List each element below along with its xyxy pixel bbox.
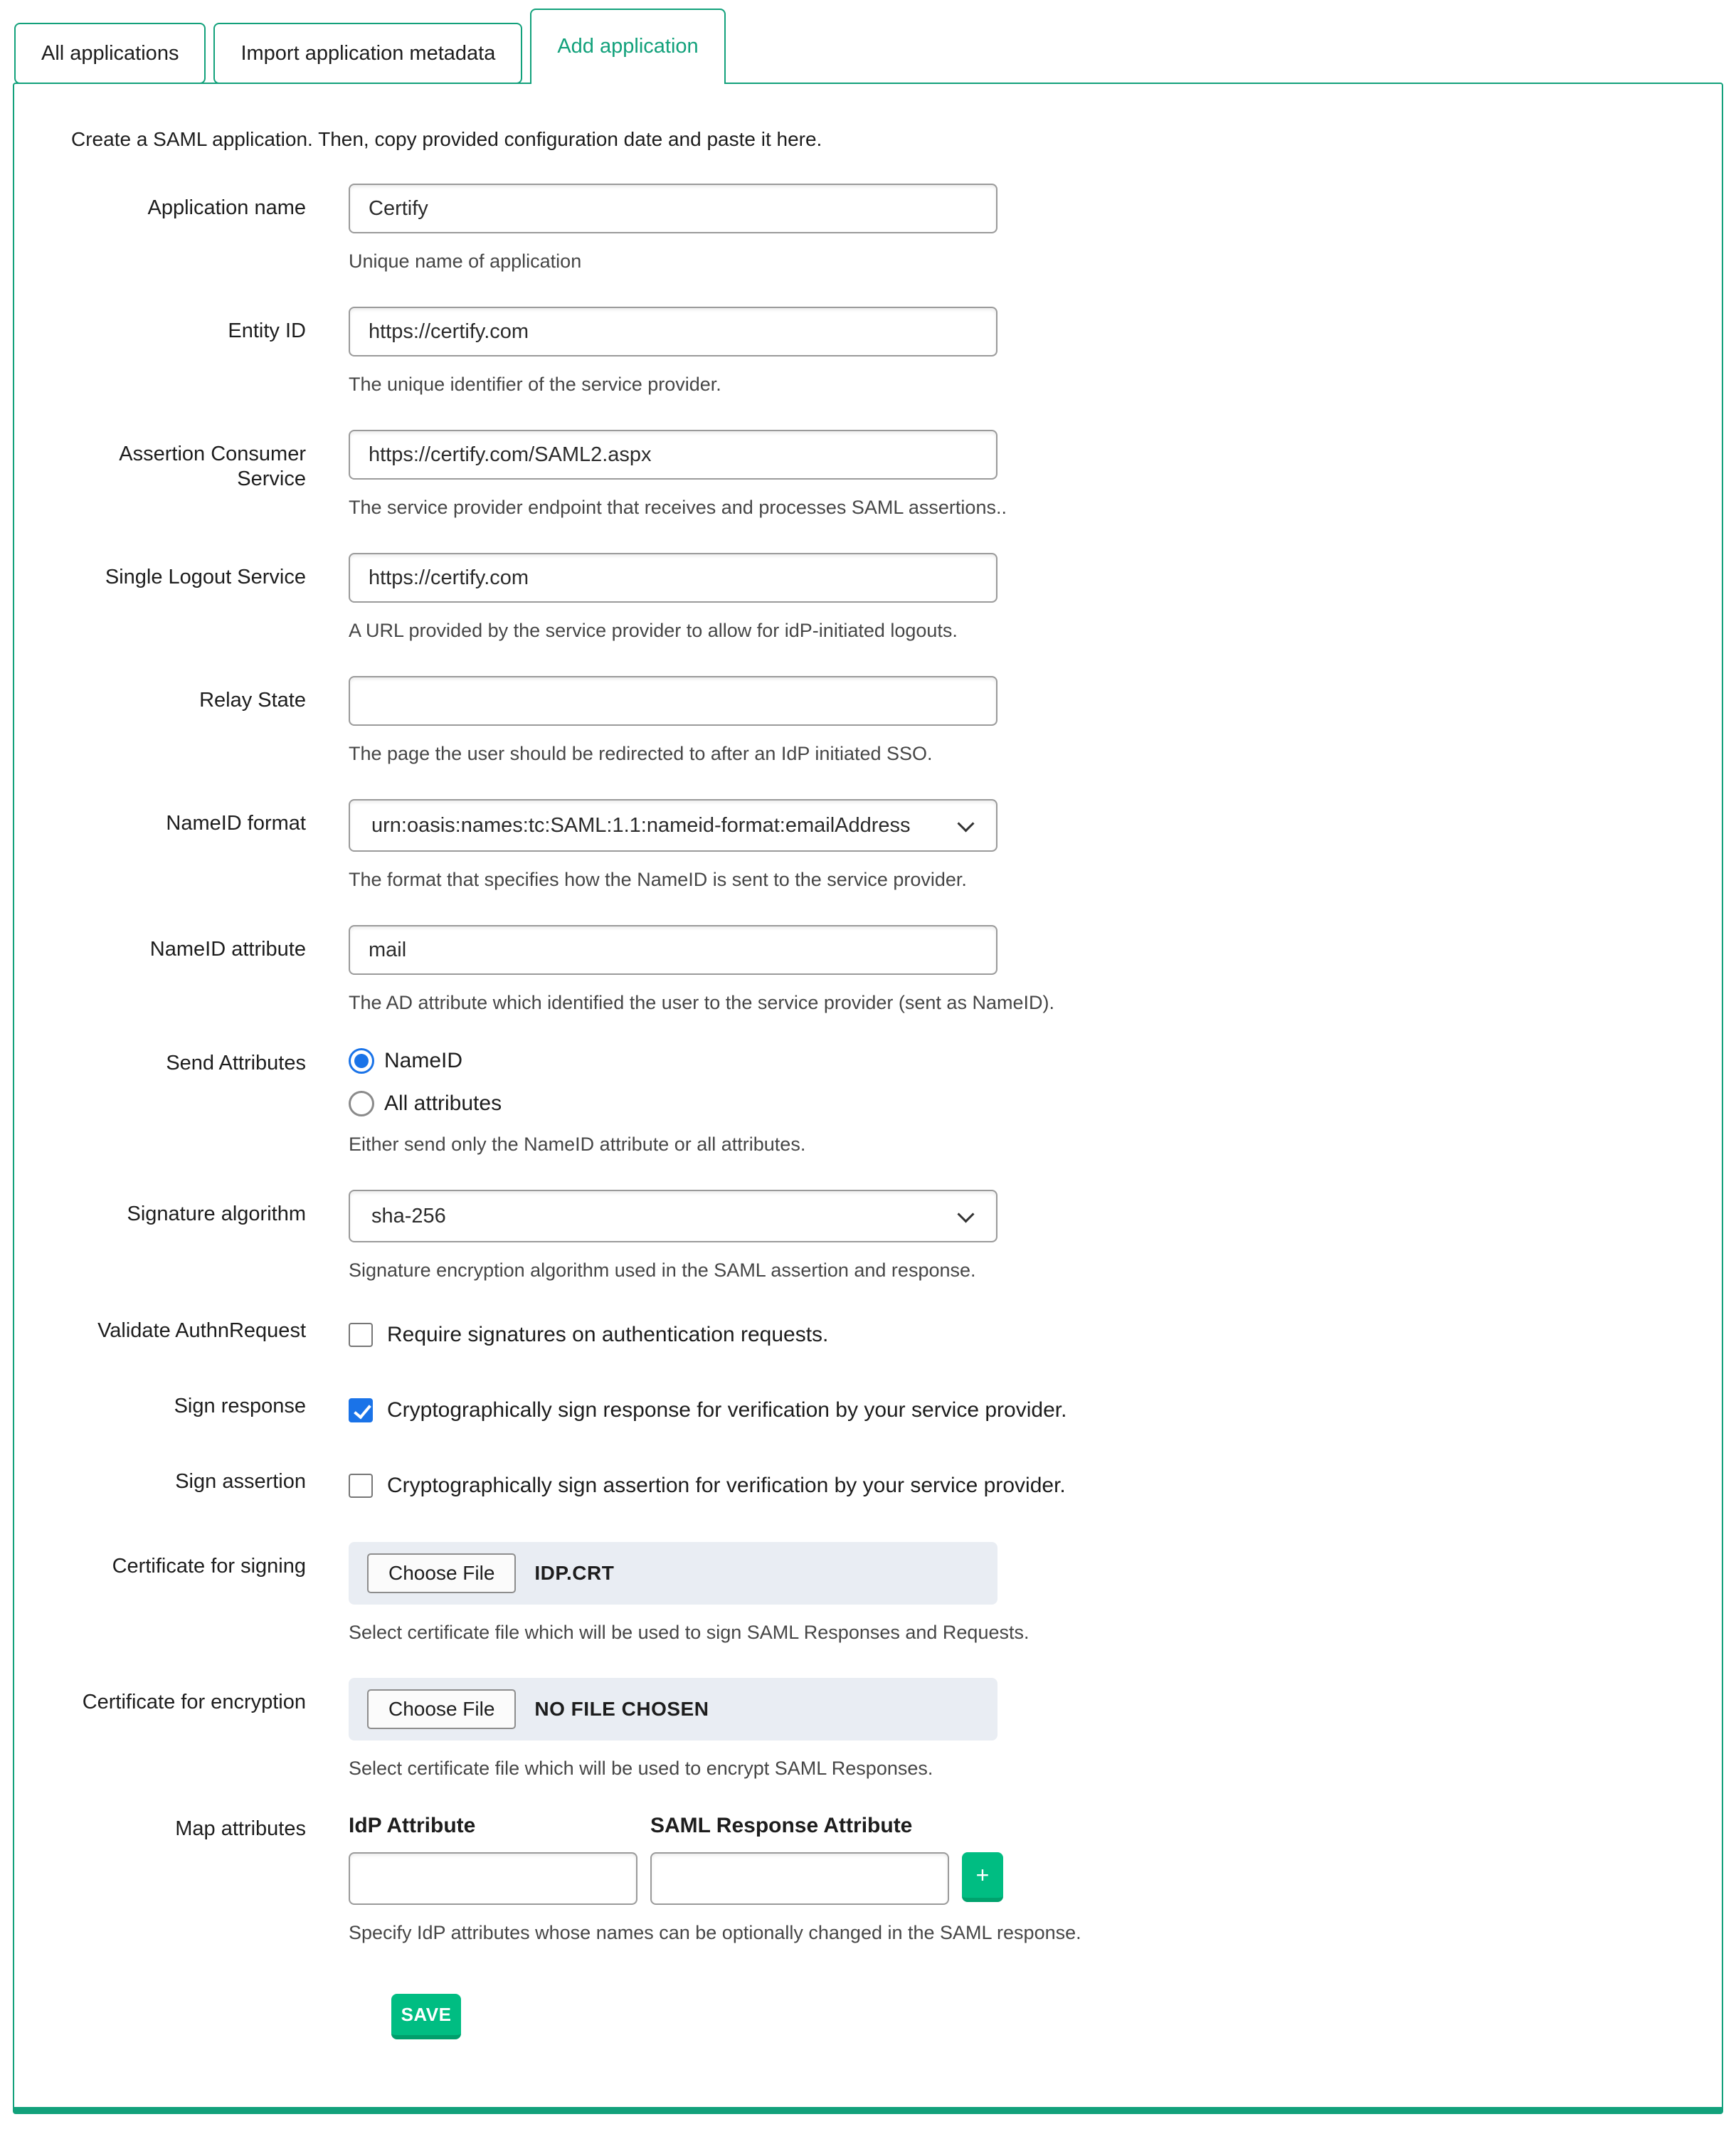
radio-option-label: All attributes <box>384 1092 502 1115</box>
validate-authnrequest-label: Validate AuthnRequest <box>97 1319 306 1342</box>
certificate-for-encryption-file-area <box>349 1678 997 1741</box>
map-attributes-headers <box>349 1814 1081 1838</box>
form-group-signature-algorithm <box>71 1190 1693 1282</box>
tab-bar <box>0 0 1736 84</box>
choose-file-button[interactable]: Choose File <box>367 1553 516 1593</box>
checkbox-label: Cryptographically sign assertion for verification by your service provider. <box>387 1474 1066 1497</box>
checkbox-label: Cryptographically sign response for verification by your service provider. <box>387 1398 1067 1422</box>
nameid-attribute-helper: The AD attribute which identified the user to the service provider (sent as NameID). <box>349 992 1054 1013</box>
certificate-for-encryption-label: Certificate for encryption <box>82 1691 306 1713</box>
send-attributes-helper: Either send only the NameID attribute or all attributes. <box>349 1134 806 1155</box>
signature-algorithm-helper: Signature encryption algorithm used in the SAML assertion and response. <box>349 1259 976 1281</box>
signature-algorithm-selected-value: sha-256 <box>371 1204 446 1227</box>
radio-option-nameid[interactable] <box>349 1048 997 1074</box>
certificate-for-encryption-helper: Select certificate file which will be used to encrypt SAML Responses. <box>349 1758 933 1779</box>
assertion-consumer-service-helper: The service provider endpoint that receives and processes SAML assertions.. <box>349 497 1007 518</box>
form-group-sign-assertion <box>71 1467 1693 1498</box>
checkbox-checked[interactable] <box>349 1398 373 1422</box>
nameid-attribute-input[interactable] <box>349 925 997 975</box>
relay-state-helper: The page the user should be redirected to after an IdP initiated SSO. <box>349 743 933 764</box>
entity-id-input[interactable] <box>349 307 997 356</box>
form-group-assertion-consumer-service <box>71 430 1693 519</box>
nameid-format-select[interactable] <box>349 799 997 852</box>
tab-import-application-metadata[interactable] <box>213 23 522 84</box>
save-button[interactable]: SAVE <box>391 1994 461 2039</box>
tab-all-applications[interactable] <box>14 23 206 84</box>
checkbox-unchecked[interactable] <box>349 1474 373 1498</box>
add-attribute-mapping-button[interactable] <box>962 1852 1003 1902</box>
intro-text: Create a SAML application. Then, copy provided configuration date and paste it here. <box>71 128 822 150</box>
radio-button-selected[interactable] <box>349 1048 374 1074</box>
single-logout-service-label: Single Logout Service <box>105 566 306 588</box>
nameid-format-selected-value: urn:oasis:names:tc:SAML:1.1:nameid-format:emailAddress <box>371 813 911 837</box>
add-application-panel <box>13 83 1723 2114</box>
application-name-helper: Unique name of application <box>349 250 582 272</box>
tab-label: Add application <box>557 34 699 58</box>
application-name-label: Application name <box>147 196 306 219</box>
entity-id-helper: The unique identifier of the service provider. <box>349 374 721 395</box>
plus-icon: + <box>975 1861 990 1888</box>
certificate-for-signing-file-area <box>349 1542 997 1605</box>
tab-add-application[interactable] <box>530 9 725 84</box>
form-group-certificate-for-signing <box>71 1542 1693 1644</box>
form-group-single-logout-service <box>71 553 1693 642</box>
radio-button-unselected[interactable] <box>349 1091 374 1116</box>
single-logout-service-input[interactable] <box>349 553 997 603</box>
form-group-send-attributes <box>71 1048 1693 1156</box>
checkbox-label: Require signatures on authentication requests. <box>387 1323 829 1346</box>
form-group-nameid-attribute <box>71 925 1693 1014</box>
validate-authnrequest-checkbox-row[interactable] <box>349 1316 997 1347</box>
signature-algorithm-label: Signature algorithm <box>127 1203 306 1225</box>
form-group-sign-response <box>71 1391 1693 1422</box>
radio-option-all-attributes[interactable] <box>349 1091 997 1116</box>
chevron-down-icon <box>957 1205 974 1222</box>
assertion-consumer-service-label: Assertion Consumer Service <box>119 443 306 490</box>
entity-id-label: Entity ID <box>228 319 306 342</box>
map-attributes-label: Map attributes <box>175 1817 306 1840</box>
radio-option-label: NameID <box>384 1049 463 1072</box>
sign-response-label: Sign response <box>174 1395 306 1417</box>
tab-label: All applications <box>41 41 179 65</box>
chosen-file-name: NO FILE CHOSEN <box>534 1698 709 1720</box>
application-name-input[interactable] <box>349 184 997 233</box>
form-group-application-name <box>71 184 1693 273</box>
saml-response-attribute-input[interactable] <box>650 1852 949 1905</box>
saml-response-attribute-header: SAML Response Attribute <box>650 1814 913 1837</box>
checkbox-unchecked[interactable] <box>349 1323 373 1347</box>
idp-attribute-header: IdP Attribute <box>349 1814 476 1837</box>
relay-state-input[interactable] <box>349 676 997 726</box>
nameid-format-helper: The format that specifies how the NameID is sent to the service provider. <box>349 869 967 890</box>
form-group-relay-state <box>71 676 1693 765</box>
certificate-for-signing-helper: Select certificate file which will be used to sign SAML Responses and Requests. <box>349 1622 1030 1643</box>
nameid-format-label: NameID format <box>166 812 306 835</box>
chevron-down-icon <box>957 815 974 832</box>
map-attributes-helper: Specify IdP attributes whose names can be optionally changed in the SAML response. <box>349 1922 1081 1943</box>
form-group-nameid-format <box>71 799 1693 891</box>
signature-algorithm-select[interactable] <box>349 1190 997 1242</box>
idp-attribute-input[interactable] <box>349 1852 637 1905</box>
assertion-consumer-service-input[interactable] <box>349 430 997 480</box>
send-attributes-label: Send Attributes <box>166 1052 306 1074</box>
form-group-map-attributes <box>71 1814 1693 1944</box>
form-group-validate-authnrequest <box>71 1316 1693 1347</box>
chosen-file-name: IDP.CRT <box>534 1562 615 1584</box>
nameid-attribute-label: NameID attribute <box>149 938 306 961</box>
relay-state-label: Relay State <box>199 689 306 712</box>
map-attributes-inputs <box>349 1852 1081 1905</box>
sign-response-checkbox-row[interactable] <box>349 1391 1067 1422</box>
single-logout-service-helper: A URL provided by the service provider to allow for idP-initiated logouts. <box>349 620 958 641</box>
form-group-certificate-for-encryption <box>71 1678 1693 1780</box>
tab-label: Import application metadata <box>240 41 496 65</box>
sign-assertion-checkbox-row[interactable] <box>349 1467 1066 1498</box>
choose-file-button[interactable]: Choose File <box>367 1689 516 1729</box>
form-group-entity-id <box>71 307 1693 396</box>
sign-assertion-label: Sign assertion <box>175 1470 306 1493</box>
certificate-for-signing-label: Certificate for signing <box>112 1555 306 1578</box>
